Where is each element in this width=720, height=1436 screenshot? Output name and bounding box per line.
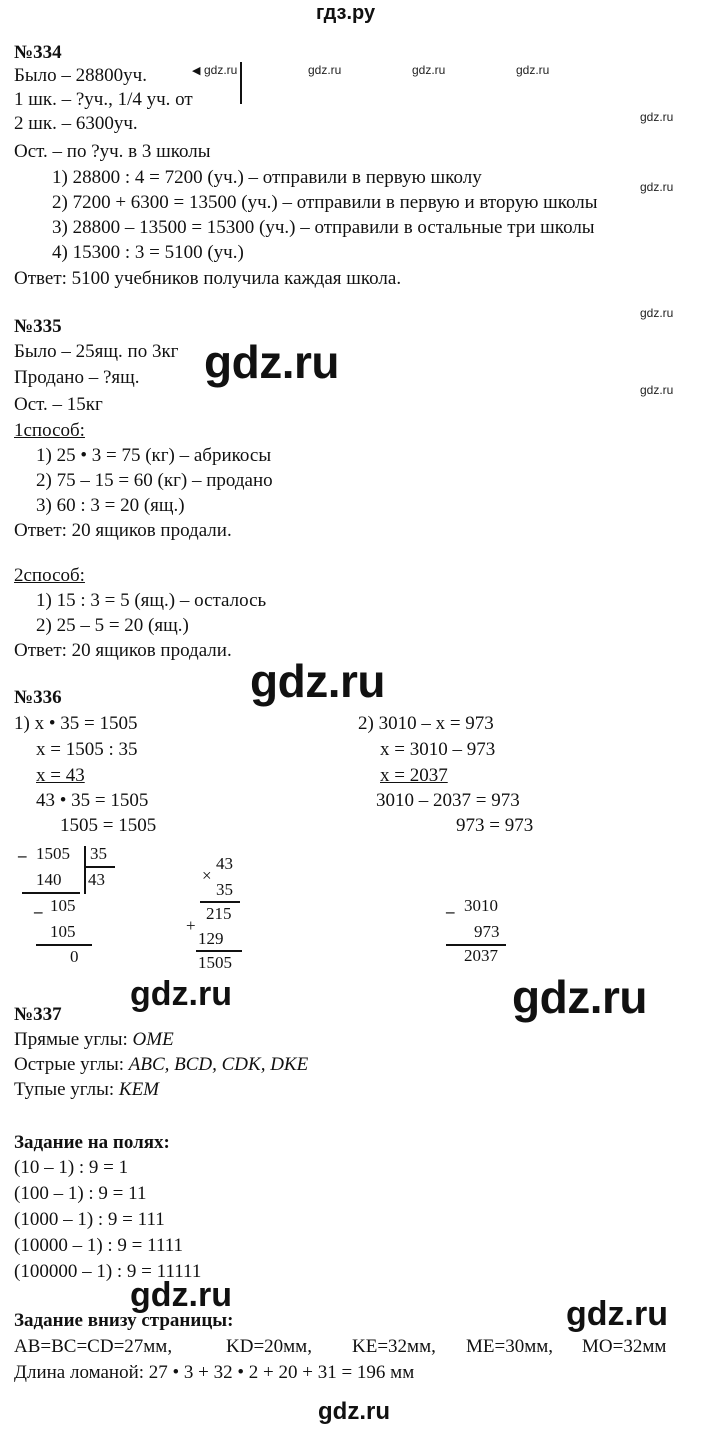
p336-right-2: x = 3010 – 973 — [380, 739, 496, 760]
margin-task-title: Задание на полях: — [14, 1132, 170, 1153]
p336-right-5: 973 = 973 — [456, 815, 534, 836]
division-sub-1: 140 — [36, 870, 62, 889]
bottom-task-title: Задание внизу страницы: — [14, 1310, 234, 1331]
bracket-line — [240, 62, 242, 104]
p335-method-2: 2способ: — [14, 565, 85, 586]
p334-step-3: 3) 28800 – 13500 = 15300 (уч.) – отправили в остальные три школы — [52, 217, 595, 238]
watermark: gdz.ru — [204, 63, 238, 77]
watermark-footer: gdz.ru — [318, 1398, 390, 1425]
p335-line-3: Ост. – 15кг — [14, 394, 103, 415]
p335-m1-step-1: 1) 25 • 3 = 75 (кг) – абрикосы — [36, 445, 272, 466]
problem-336-title: №336 — [14, 687, 62, 708]
p334-line-3: 2 шк. – 6300уч. — [14, 113, 138, 134]
problem-334-title: №334 — [14, 42, 62, 63]
margin-task-line-1: (10 – 1) : 9 = 1 — [14, 1157, 129, 1178]
p336-right-1: 2) 3010 – x = 973 — [358, 713, 494, 734]
sub-minuend: 3010 — [464, 896, 498, 915]
watermark: gdz.ru — [640, 110, 674, 124]
division-remainder-2: 0 — [70, 947, 79, 966]
segment-me: ME=30мм, — [466, 1336, 554, 1357]
segment-mo: MO=32мм — [582, 1336, 667, 1357]
watermark: gdz.ru — [640, 306, 674, 320]
watermark-large: gdz.ru — [250, 655, 385, 707]
p335-line-1: Было – 25ящ. по 3кг — [14, 341, 179, 362]
problem-337-title: №337 — [14, 1004, 62, 1025]
p335-m2-step-1: 1) 15 : 3 = 5 (ящ.) – осталось — [36, 590, 267, 611]
p335-answer-1: Ответ: 20 ящиков продали. — [14, 520, 232, 541]
division-sub-2: 105 — [50, 922, 76, 941]
p335-method-1: 1способ: — [14, 420, 85, 441]
margin-task-line-2: (100 – 1) : 9 = 11 — [14, 1183, 147, 1204]
p334-line-4: Ост. – по ?уч. в 3 школы — [14, 141, 211, 162]
p335-answer-2: Ответ: 20 ящиков продали. — [14, 640, 232, 661]
problem-335-title: №335 — [14, 316, 62, 337]
watermark-medium: gdz.ru — [130, 975, 232, 1013]
watermark-medium: gdz.ru — [566, 1295, 668, 1333]
watermark-medium: gdz.ru — [130, 1276, 232, 1314]
mult-partial-2: 129 — [198, 929, 224, 948]
segment-ke: KE=32мм, — [352, 1336, 436, 1357]
p336-left-4: 43 • 35 = 1505 — [36, 790, 149, 811]
p336-left-3: x = 43 — [36, 765, 85, 786]
sub-subtrahend: 973 — [474, 922, 500, 941]
segment-ab-bc-cd: AB=BC=CD=27мм, — [14, 1336, 173, 1357]
p337-right-angles: Прямые углы: OME — [14, 1029, 174, 1050]
p335-line-2: Продано – ?ящ. — [14, 367, 140, 388]
p334-answer: Ответ: 5100 учебников получила каждая школа. — [14, 268, 402, 289]
p334-step-4: 4) 15300 : 3 = 5100 (уч.) — [52, 242, 244, 263]
margin-task-line-5: (100000 – 1) : 9 = 11111 — [14, 1261, 202, 1282]
p334-line-1: Было – 28800уч. — [14, 65, 147, 86]
watermark: gdz.ru — [640, 383, 674, 397]
margin-task-line-3: (1000 – 1) : 9 = 111 — [14, 1209, 165, 1230]
p335-m1-step-3: 3) 60 : 3 = 20 (ящ.) — [36, 495, 185, 516]
mult-factor-2: 35 — [216, 880, 233, 899]
p337-acute-angles: Острые углы: ABC, BCD, CDK, DKE — [14, 1054, 309, 1075]
mult-partial-1: 215 — [206, 904, 232, 923]
margin-task-line-4: (10000 – 1) : 9 = 1111 — [14, 1235, 184, 1256]
watermark: gdz.ru — [308, 63, 342, 77]
p336-left-1: 1) x • 35 = 1505 — [14, 713, 138, 734]
arrow-left-icon: ◀ — [192, 65, 201, 77]
watermark: gdz.ru — [412, 63, 446, 77]
division-dividend: 1505 — [36, 844, 70, 863]
p337-obtuse-angles: Тупые углы: KEM — [14, 1079, 159, 1100]
division-divisor: 35 — [90, 844, 107, 863]
p334-line-2: 1 шк. – ?уч., 1/4 уч. от — [14, 89, 193, 110]
p336-left-5: 1505 = 1505 — [60, 815, 157, 836]
watermark-large: gdz.ru — [204, 336, 339, 388]
watermark: gdz.ru — [640, 180, 674, 194]
p336-right-3: x = 2037 — [380, 765, 448, 786]
site-header: гдз.ру — [316, 2, 376, 24]
p334-step-2: 2) 7200 + 6300 = 13500 (уч.) – отправили в первую и вторую школы — [52, 192, 598, 213]
p336-right-4: 3010 – 2037 = 973 — [376, 790, 520, 811]
p335-m2-step-2: 2) 25 – 5 = 20 (ящ.) — [36, 615, 189, 636]
p334-step-1: 1) 28800 : 4 = 7200 (уч.) – отправили в первую школу — [52, 167, 482, 188]
p336-left-2: x = 1505 : 35 — [36, 739, 138, 760]
division-quotient: 43 — [88, 870, 105, 889]
p335-m1-step-2: 2) 75 – 15 = 60 (кг) – продано — [36, 470, 273, 491]
watermark-large: gdz.ru — [512, 971, 647, 1023]
division-remainder-1: 105 — [50, 896, 76, 915]
segment-kd: KD=20мм, — [226, 1336, 312, 1357]
watermark: gdz.ru — [516, 63, 550, 77]
sub-result: 2037 — [464, 946, 498, 965]
mult-result: 1505 — [198, 953, 232, 972]
mult-factor-1: 43 — [216, 854, 233, 873]
polyline-length: Длина ломаной: 27 • 3 + 32 • 2 + 20 + 31 = 196 мм — [14, 1362, 415, 1383]
